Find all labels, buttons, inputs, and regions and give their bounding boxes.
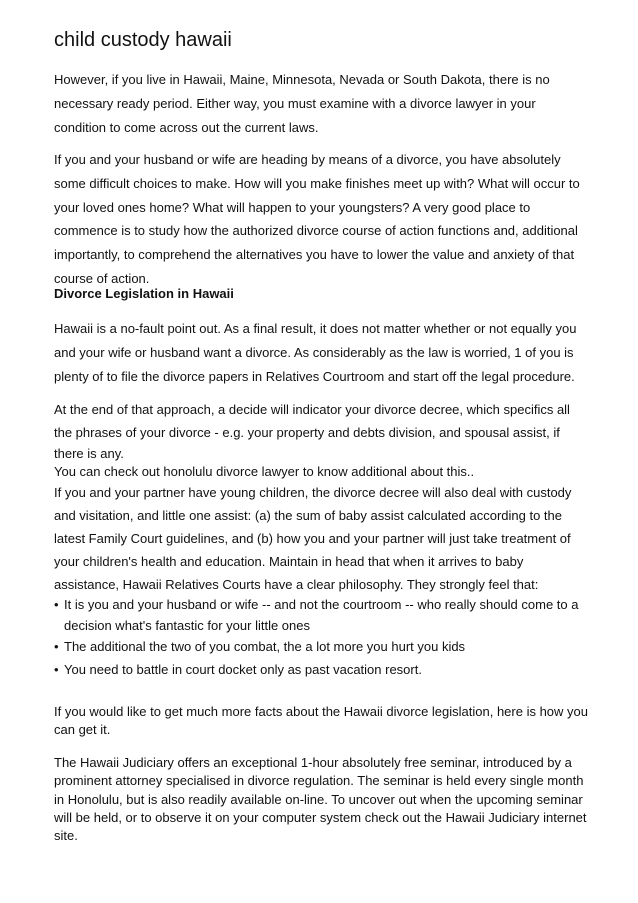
paragraph-line: Hawaii is a no-fault point out. As a final result, it does not matter whether or not equally you (54, 321, 577, 336)
paragraph-line: However, if you live in Hawaii, Maine, Minnesota, Nevada or South Dakota, there is no (54, 72, 550, 87)
bullet-item (54, 635, 578, 659)
paragraph-intro (54, 68, 550, 139)
paragraph-line: assistance, Hawaii Relatives Courts have a clear philosophy. They strongly feel that: (54, 577, 539, 592)
paragraph-line: You can check out honolulu divorce lawyer to know additional about this.. (54, 464, 475, 479)
paragraph-line: necessary ready period. Either way, you must examine with a divorce lawyer in your (54, 95, 536, 111)
paragraph-line: site. (54, 828, 78, 844)
bullet-marker: • (54, 638, 59, 654)
paragraph-line: your children's health and education. Maintain in head that when it arrives to baby (54, 554, 524, 569)
document-title: child custody hawaii (54, 29, 232, 51)
paragraph-line: If you and your husband or wife are heading by means of a divorce, you have absolutely (54, 152, 561, 167)
bullet-marker: • (54, 597, 59, 612)
paragraph-no-fault (54, 317, 576, 388)
bullet-marker: • (54, 662, 59, 678)
paragraph-line: commence is to study how the authorized divorce course of action functions and, additional (54, 223, 578, 239)
paragraph-choices (54, 148, 580, 291)
bullet-text: It is you and your husband or wife -- and not the courtroom -- who really should come to a (64, 597, 579, 612)
paragraph-line: some difficult choices to make. How will you make finishes meet up with? What will occur to (54, 175, 580, 191)
section-heading: Divorce Legislation in Hawaii (54, 286, 234, 301)
paragraph-seminar (54, 754, 587, 845)
paragraph-line: your loved ones home? What will happen to your youngsters? A very good place to (54, 199, 531, 215)
paragraph-line: plenty of to file the divorce papers in Relatives Courtroom and start off the legal procedure. (54, 368, 575, 384)
paragraph-line: in Honolulu, but is also readily available on-line. To uncover out when the upcoming seminar (54, 791, 583, 807)
paragraph-line: there is any. (54, 446, 124, 461)
paragraph-line: course of action. (54, 270, 150, 286)
paragraph-line: The Hawaii Judiciary offers an exceptional 1-hour absolutely free seminar, introduced by a (54, 755, 572, 770)
bullet-text-continued: decision what's fantastic for your little ones (64, 617, 310, 633)
paragraph-line: and visitation, and little one assist: (a) the sum of baby assist calculated according to the (54, 508, 562, 523)
paragraph-line: condition to come across out the current laws. (54, 119, 319, 135)
bullet-text: The additional the two of you combat, the a lot more you hurt you kids (64, 638, 466, 654)
paragraph-line: At the end of that approach, a decide will indicator your divorce decree, which specifics all (54, 402, 570, 417)
paragraph-line: importantly, to comprehend the alternatives you have to lower the value and anxiety of that (54, 247, 575, 263)
paragraph-line: the phrases of your divorce - e.g. your property and debts division, and spousal assist, if (54, 425, 560, 440)
paragraph-more-facts (54, 703, 588, 740)
paragraph-line: and your wife or husband want a divorce. As considerably as the law is worried, 1 of you is (54, 344, 574, 360)
bullet-list (54, 593, 578, 682)
paragraph-line: If you would like to get much more facts about the Hawaii divorce legislation, here is how you (54, 704, 588, 719)
paragraph-line: can get it. (54, 722, 111, 738)
paragraph-line: If you and your partner have young children, the divorce decree will also deal with custody (54, 485, 572, 500)
bullet-text: You need to battle in court docket only as past vacation resort. (64, 662, 422, 678)
paragraph-decree (54, 398, 571, 596)
paragraph-line: will be held, or to observe it on your computer system check out the Hawaii Judiciary internet (54, 809, 587, 825)
paragraph-line: latest Family Court guidelines, and (b) how you and your partner will just take treatment of (54, 531, 571, 546)
bullet-item (54, 658, 578, 682)
paragraph-line: prominent attorney specialised in divorce regulation. The seminar is held every single month (54, 773, 584, 789)
bullet-item (54, 593, 578, 635)
